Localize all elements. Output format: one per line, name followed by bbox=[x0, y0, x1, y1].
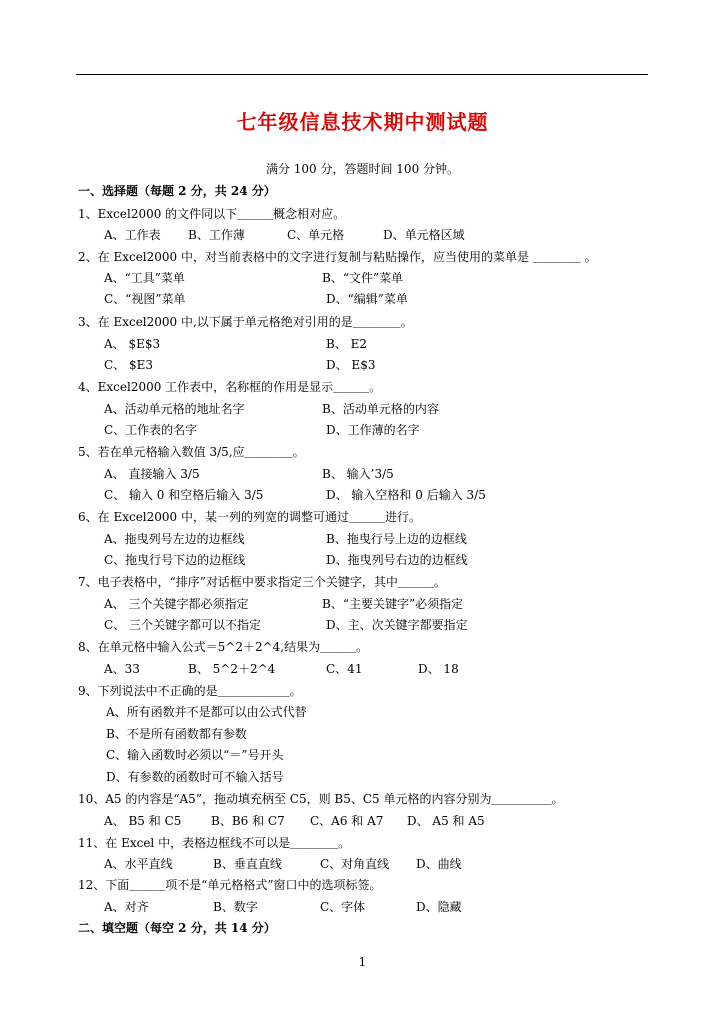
option: C、 $E3 bbox=[104, 358, 154, 372]
option: A、水平直线 bbox=[104, 857, 173, 871]
option: D、曲线 bbox=[416, 857, 462, 871]
option: B、“文件”菜单 bbox=[322, 271, 404, 285]
option: C、 输入 0 和空格后输入 3/5 bbox=[104, 488, 264, 502]
option: A、活动单元格的地址名字 bbox=[104, 402, 245, 416]
question-8: 8、在单元格中输入公式＝5^2＋2^4,结果为＿＿＿。 bbox=[78, 640, 369, 654]
option: C、字体 bbox=[320, 900, 366, 914]
option: A、对齐 bbox=[104, 900, 149, 914]
section-heading-fill: 二、填空题（每空 2 分，共 14 分） bbox=[78, 921, 276, 935]
question-1: 1、Excel2000 的文件同以下＿＿＿概念相对应。 bbox=[78, 207, 346, 221]
question-2: 2、在 Excel2000 中，对当前表格中的文字进行复制与粘贴操作，应当使用的菜单是 ＿＿＿＿ 。 bbox=[78, 250, 597, 264]
question-12: 12、下面＿＿＿项不是“单元格格式”窗口中的选项标签。 bbox=[78, 878, 382, 892]
option: D、单元格区域 bbox=[383, 228, 465, 242]
option: A、 $E$3 bbox=[104, 337, 161, 351]
option: C、A6 和 A7 bbox=[310, 814, 384, 828]
header-rule bbox=[76, 74, 648, 75]
option: C、对角直线 bbox=[320, 857, 390, 871]
option: C、拖曳行号下边的边框线 bbox=[104, 553, 246, 567]
option: A、拖曳列号左边的边框线 bbox=[104, 532, 245, 546]
option: D、主、次关键字都要指定 bbox=[326, 618, 468, 632]
question-9: 9、下列说法中不正确的是＿＿＿＿＿＿。 bbox=[78, 684, 302, 698]
option: B、垂直直线 bbox=[213, 857, 282, 871]
option: B、不是所有函数都有参数 bbox=[106, 727, 247, 741]
option: D、“编辑”菜单 bbox=[326, 292, 408, 306]
option: B、活动单元格的内容 bbox=[322, 402, 439, 416]
option: B、“主要关键字”必须指定 bbox=[322, 597, 464, 611]
page-title: 七年级信息技术期中测试题 bbox=[236, 110, 489, 134]
question-5: 5、若在单元格输入数值 3/5,应＿＿＿＿。 bbox=[78, 445, 305, 459]
option: B、 5^2＋2^4 bbox=[188, 662, 276, 676]
option: C、输入函数时必须以“＝”号开头 bbox=[106, 748, 284, 762]
option: A、33 bbox=[104, 662, 140, 676]
option: C、单元格 bbox=[287, 228, 345, 242]
option: B、B6 和 C7 bbox=[211, 814, 285, 828]
option: D、工作薄的名字 bbox=[326, 423, 420, 437]
option: C、41 bbox=[326, 662, 363, 676]
question-6: 6、在 Excel2000 中，某一列的列宽的调整可通过＿＿＿进行。 bbox=[78, 510, 421, 524]
option: C、工作表的名字 bbox=[104, 423, 198, 437]
option: B、 E2 bbox=[326, 337, 368, 351]
question-4: 4、Excel2000 工作表中，名称框的作用是显示＿＿＿。 bbox=[78, 380, 382, 394]
option: D、 输入空格和 0 后输入 3/5 bbox=[326, 488, 486, 502]
option: D、隐藏 bbox=[416, 900, 462, 914]
option: D、 18 bbox=[418, 662, 459, 676]
option: D、 A5 和 A5 bbox=[407, 814, 485, 828]
option: B、工作薄 bbox=[188, 228, 245, 242]
option: C、“视图”菜单 bbox=[104, 292, 186, 306]
option: B、 输入’3/5 bbox=[322, 467, 394, 481]
section-heading-choice: 一、选择题（每题 2 分，共 24 分） bbox=[78, 184, 276, 198]
option: C、 三个关键字都可以不指定 bbox=[104, 618, 261, 632]
question-11: 11、在 Excel 中，表格边框线不可以是＿＿＿＿。 bbox=[78, 836, 351, 850]
option: A、工作表 bbox=[104, 228, 161, 242]
option: D、有参数的函数时可不输入括号 bbox=[106, 770, 284, 784]
option: A、 三个关键字都必须指定 bbox=[104, 597, 249, 611]
option: D、 E$3 bbox=[326, 358, 376, 372]
option: A、所有函数并不是都可以由公式代替 bbox=[106, 705, 307, 719]
option: A、“工具”菜单 bbox=[104, 271, 185, 285]
option: A、 直接输入 3/5 bbox=[104, 467, 200, 481]
page-number: 1 bbox=[358, 955, 367, 969]
question-7: 7、电子表格中，“排序”对话框中要求指定三个关键字，其中＿＿＿。 bbox=[78, 575, 446, 589]
question-10: 10、A5 的内容是“A5”，拖动填充柄至 C5，则 B5、C5 单元格的内容分别为＿＿＿＿＿。 bbox=[78, 792, 564, 806]
option: A、 B5 和 C5 bbox=[104, 814, 182, 828]
option: B、数字 bbox=[213, 900, 258, 914]
option: B、拖曳行号上边的边框线 bbox=[326, 532, 467, 546]
question-3: 3、在 Excel2000 中,以下属于单元格绝对引用的是＿＿＿＿。 bbox=[78, 315, 413, 329]
exam-subtitle: 满分 100 分，答题时间 100 分钟。 bbox=[265, 162, 460, 176]
option: D、拖曳列号右边的边框线 bbox=[326, 553, 468, 567]
